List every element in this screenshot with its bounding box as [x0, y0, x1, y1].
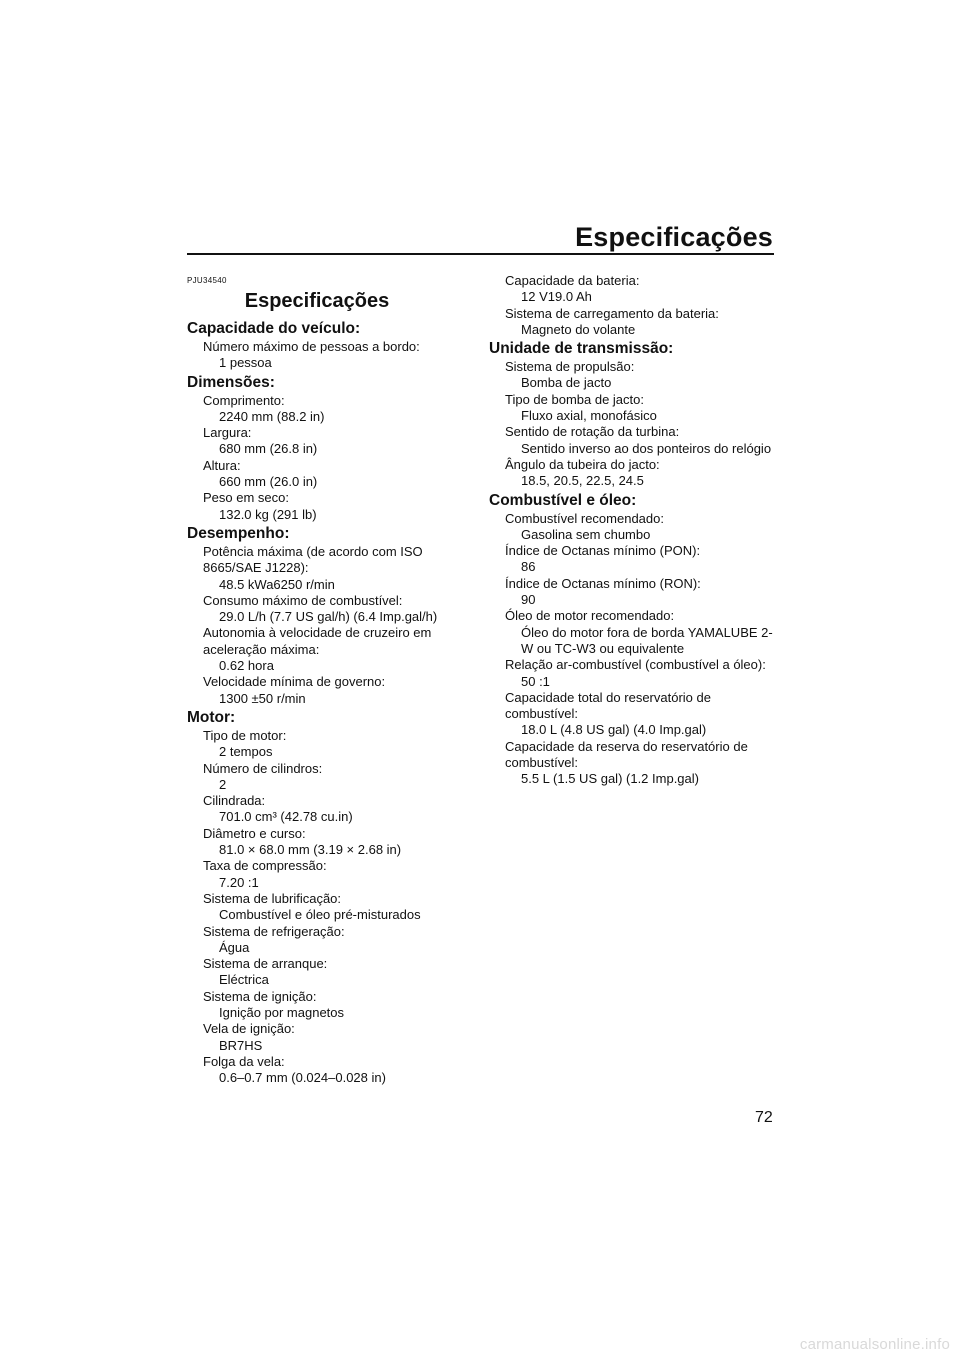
right-column — [489, 273, 779, 788]
spec-item — [489, 359, 779, 392]
spec-item — [489, 424, 779, 457]
spec-label: Diâmetro e curso: — [203, 825, 306, 841]
spec-label: Comprimento: — [203, 392, 285, 408]
spec-item — [489, 576, 779, 609]
spec-item — [489, 690, 779, 739]
spec-label: Sistema de propulsão: — [505, 359, 635, 375]
spec-label: Capacidade da reserva do reservatório de combustível: — [505, 738, 748, 771]
spec-value: 12 V19.0 Ah — [521, 289, 592, 305]
section-title: Especificações — [244, 290, 390, 312]
spec-value: 0.6–0.7 mm (0.024–0.028 in) — [219, 1070, 386, 1086]
spec-value: 7.20 :1 — [219, 874, 259, 890]
spec-label: Índice de Octanas mínimo (RON): — [505, 575, 701, 591]
spec-group-vehicle-capacity — [187, 318, 447, 372]
spec-item — [489, 543, 779, 576]
spec-label: Potência máxima (de acordo com ISO 8665/SAE J1228): — [203, 543, 423, 576]
spec-value: 18.0 L (4.8 US gal) (4.0 Imp.gal) — [521, 722, 707, 738]
spec-label: Combustível recomendado: — [505, 510, 664, 526]
spec-item — [187, 956, 447, 989]
spec-item — [187, 1054, 447, 1087]
spec-value: 701.0 cm³ (42.78 cu.in) — [219, 809, 353, 825]
spec-group-dimensions — [187, 372, 447, 523]
spec-value: 0.62 hora — [219, 658, 274, 674]
spec-group-drive-unit — [489, 338, 779, 489]
spec-value: 680 mm (26.8 in) — [219, 441, 318, 457]
spec-item — [187, 425, 447, 458]
spec-value: 132.0 kg (291 lb) — [219, 506, 317, 522]
spec-item — [489, 273, 779, 306]
spec-item — [187, 625, 447, 674]
spec-label: Sistema de refrigeração: — [203, 923, 345, 939]
spec-value: Fluxo axial, monofásico — [521, 408, 657, 424]
spec-group-heading: Motor: — [187, 708, 236, 726]
spec-label: Autonomia à velocidade de cruzeiro em aceleração máxima: — [203, 625, 432, 657]
spec-item — [489, 657, 779, 690]
spec-item — [187, 891, 447, 924]
spec-item — [489, 608, 779, 657]
spec-item — [187, 793, 447, 826]
spec-value: Óleo do motor fora de borda YAMALUBE 2-W ou TC-W3 ou equivalente — [521, 624, 773, 656]
spec-value: Gasolina sem chumbo — [521, 526, 651, 542]
spec-label: Sistema de lubrificação: — [203, 890, 342, 906]
spec-item — [187, 1021, 447, 1054]
running-page-title: Especificações — [575, 222, 773, 252]
spec-group-performance — [187, 523, 447, 707]
spec-label: Sistema de arranque: — [203, 956, 328, 972]
spec-item — [187, 761, 447, 794]
spec-item — [489, 392, 779, 425]
spec-value: 660 mm (26.0 in) — [219, 474, 318, 490]
spec-label: Relação ar-combustível (combustível a óleo): — [505, 657, 766, 673]
spec-item — [187, 858, 447, 891]
spec-value: 2 tempos — [219, 744, 273, 760]
spec-item — [187, 989, 447, 1022]
spec-group-heading: Combustível e óleo: — [489, 491, 637, 509]
spec-label: Número máximo de pessoas a bordo: — [203, 339, 420, 354]
spec-value: 86 — [521, 559, 536, 575]
spec-value: 50 :1 — [521, 673, 550, 689]
spec-value: 18.5, 20.5, 22.5, 24.5 — [521, 473, 644, 489]
spec-label: Cilindrada: — [203, 793, 266, 809]
spec-value: 90 — [521, 592, 536, 608]
spec-label: Sistema de carregamento da bateria: — [505, 305, 719, 321]
page-number: 72 — [755, 1109, 773, 1126]
spec-value: Eléctrica — [219, 972, 269, 988]
spec-item — [489, 739, 779, 788]
spec-label: Índice de Octanas mínimo (PON): — [505, 543, 701, 559]
spec-value: 5.5 L (1.5 US gal) (1.2 Imp.gal) — [521, 771, 699, 787]
spec-item — [187, 393, 447, 426]
spec-label: Óleo de motor recomendado: — [505, 608, 675, 624]
spec-item — [187, 458, 447, 491]
spec-label: Consumo máximo de combustível: — [203, 592, 403, 608]
spec-label: Número de cilindros: — [203, 760, 323, 776]
spec-item — [187, 924, 447, 957]
spec-label: Altura: — [203, 457, 241, 473]
spec-group-battery — [489, 273, 779, 338]
spec-item — [187, 339, 447, 372]
spec-value: Ignição por magnetos — [219, 1004, 345, 1020]
spec-value: BR7HS — [219, 1037, 263, 1053]
spec-item — [187, 593, 447, 626]
spec-value: 29.0 L/h (7.7 US gal/h) (6.4 Imp.gal/h) — [219, 609, 438, 625]
spec-value: Sentido inverso ao dos ponteiros do relógio — [521, 440, 772, 456]
spec-label: Tipo de motor: — [203, 727, 287, 743]
spec-label: Largura: — [203, 425, 252, 441]
spec-item — [489, 511, 779, 544]
spec-group-heading: Capacidade do veículo: — [187, 320, 361, 337]
spec-group-fuel-oil — [489, 490, 779, 788]
spec-label: Sistema de ignição: — [203, 988, 317, 1004]
spec-value: 2 — [219, 776, 227, 792]
spec-item — [187, 674, 447, 707]
spec-item — [187, 490, 447, 523]
spec-label: Folga da vela: — [203, 1053, 285, 1069]
header-rule — [187, 253, 774, 255]
footer-watermark[interactable]: carmanualsonline.info — [799, 1336, 950, 1353]
left-column — [187, 276, 447, 1086]
spec-item — [489, 306, 779, 339]
spec-group-heading: Unidade de transmissão: — [489, 340, 674, 358]
reference-code: PJU34540 — [187, 276, 227, 285]
spec-value: Magneto do volante — [521, 321, 636, 337]
spec-item — [187, 826, 447, 859]
spec-value: 1 pessoa — [219, 355, 272, 371]
spec-group-heading: Desempenho: — [187, 524, 290, 542]
spec-label: Capacidade total do reservatório de combustível: — [505, 689, 711, 722]
spec-label: Taxa de compressão: — [203, 858, 327, 874]
spec-value: 1300 ±50 r/min — [219, 690, 306, 706]
spec-item — [187, 728, 447, 761]
spec-label: Peso em seco: — [203, 490, 289, 506]
spec-label: Vela de ignição: — [203, 1021, 295, 1037]
spec-item — [489, 457, 779, 490]
spec-label: Tipo de bomba de jacto: — [505, 391, 644, 407]
spec-item — [187, 544, 447, 593]
spec-value: 81.0 × 68.0 mm (3.19 × 2.68 in) — [219, 842, 402, 858]
spec-label: Velocidade mínima de governo: — [203, 674, 386, 690]
spec-label: Ângulo da tubeira do jacto: — [505, 456, 660, 472]
spec-label: Sentido de rotação da turbina: — [505, 424, 680, 440]
spec-value: Bomba de jacto — [521, 375, 612, 391]
spec-label: Capacidade da bateria: — [505, 273, 640, 288]
spec-group-engine — [187, 707, 447, 1087]
spec-value: Combustível e óleo pré-misturados — [219, 907, 421, 923]
spec-value: 2240 mm (88.2 in) — [219, 408, 325, 424]
spec-value: Água — [219, 939, 250, 955]
spec-value: 48.5 kWa6250 r/min — [219, 576, 335, 592]
spec-group-heading: Dimensões: — [187, 373, 275, 391]
